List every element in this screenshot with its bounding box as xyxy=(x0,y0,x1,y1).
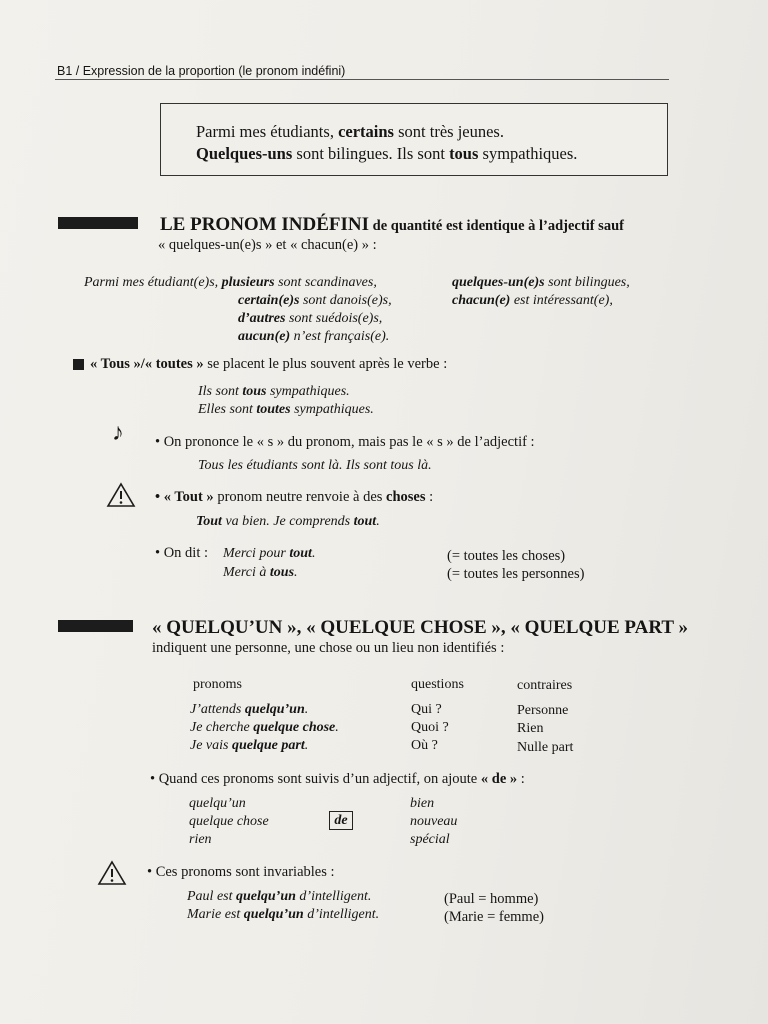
warning-icon xyxy=(97,860,127,886)
table-row-example xyxy=(190,738,308,754)
rule-keyword: « de » xyxy=(480,771,518,787)
header-title xyxy=(57,64,345,78)
section-1-marker xyxy=(58,217,138,229)
rule-keyword: • « Tout » xyxy=(155,489,214,505)
pronoun: tout xyxy=(353,514,377,529)
adjective-pronoun: quelqu’un xyxy=(189,796,246,811)
text: Ils sont xyxy=(198,384,243,399)
table-row-question: Quoi ? xyxy=(411,720,449,735)
table-row-example xyxy=(190,702,308,718)
invariable-gloss: (Marie = femme) xyxy=(444,909,544,925)
text: Parmi mes étudiants, xyxy=(196,122,339,141)
tous-rule xyxy=(90,356,447,373)
text: Elles sont xyxy=(198,402,257,417)
pronunciation-example: Tous les étudiants sont là. Ils sont tous là. xyxy=(198,458,432,473)
tout-rule xyxy=(155,489,433,506)
rule-square-icon xyxy=(73,359,84,370)
text: Je vais xyxy=(190,738,232,753)
rule-keyword: choses xyxy=(386,489,426,505)
invariable-example xyxy=(187,889,371,905)
example-line xyxy=(452,275,630,291)
text: : xyxy=(425,489,434,505)
text: sympathiques. xyxy=(478,144,578,163)
text: . xyxy=(304,702,309,717)
pronoun: quelque chose xyxy=(253,720,336,735)
pronoun: aucun(e) xyxy=(238,329,291,344)
pronoun: Tout xyxy=(196,514,222,529)
rule-keyword: « Tous »/« toutes » xyxy=(90,356,204,372)
text: sont très jeunes. xyxy=(393,122,504,141)
pronoun: chacun(e) xyxy=(452,293,511,308)
table-row-question: Qui ? xyxy=(411,702,442,717)
on-dit-example xyxy=(223,565,298,581)
example-line xyxy=(452,293,613,309)
on-dit-gloss: (= toutes les personnes) xyxy=(447,566,585,582)
text: sympathiques. xyxy=(266,384,350,399)
pronoun: tous xyxy=(449,144,479,163)
pronoun: quelques-un(e)s xyxy=(452,275,545,290)
pronoun: tous xyxy=(269,565,295,580)
example-box-line-1 xyxy=(196,122,504,142)
pronoun: toutes xyxy=(256,402,291,417)
adjective-word: spécial xyxy=(410,832,450,847)
text: n’est français(e). xyxy=(290,329,390,344)
pronoun: quelque part xyxy=(231,738,305,753)
adjective-pronoun: rien xyxy=(189,832,212,847)
example-box-line-2 xyxy=(196,144,577,164)
section-2-subtitle: indiquent une personne, une chose ou un lieu non identifiés : xyxy=(152,640,505,656)
example-box xyxy=(160,103,668,176)
text: se placent le plus souvent après le verbe : xyxy=(203,356,448,372)
text: : xyxy=(517,771,525,787)
example-intro xyxy=(84,275,377,291)
section-1-subtitle: « quelques-un(e)s » et « chacun(e) » : xyxy=(158,237,377,253)
adjective-word: nouveau xyxy=(410,814,458,829)
text: . xyxy=(311,546,316,561)
pronoun: quelqu’un xyxy=(243,907,304,922)
text: pronom neutre renvoie à des xyxy=(213,489,387,505)
text: . xyxy=(376,514,380,529)
text: J’attends xyxy=(190,702,245,717)
text: • Quand ces pronoms sont suivis d’un adjectif, on ajoute xyxy=(150,771,481,787)
de-box: de xyxy=(329,811,353,830)
text: . xyxy=(335,720,339,735)
text: sont bilingues. Ils sont xyxy=(292,144,450,163)
pronoun: quelqu’un xyxy=(236,889,296,904)
warning-icon xyxy=(106,482,136,508)
text: sont bilingues, xyxy=(544,275,630,290)
pronoun: certain(e)s xyxy=(238,293,300,308)
pronoun: quelqu’un xyxy=(244,702,305,717)
adjective-pronoun: quelque chose xyxy=(189,814,269,829)
table-row-contraire: Personne xyxy=(517,703,569,718)
pronoun: d’autres xyxy=(238,311,286,326)
invariable-gloss: (Paul = homme) xyxy=(444,891,539,907)
text: Merci pour xyxy=(223,546,290,561)
example-line xyxy=(238,293,392,309)
pronoun: certains xyxy=(338,122,394,141)
text: sont danois(e)s, xyxy=(299,293,392,308)
text: d’intelligent. xyxy=(303,907,380,922)
header-divider xyxy=(55,79,669,80)
pronunciation-rule: • On prononce le « s » du pronom, mais pas le « s » de l’adjectif : xyxy=(155,434,535,450)
title-rest: de quantité est identique à l’adjectif sauf xyxy=(369,218,624,234)
text: est intéressant(e), xyxy=(510,293,613,308)
section-2-title: « QUELQU’UN », « QUELQUE CHOSE », « QUELQUE PART » xyxy=(152,617,688,638)
pronoun: tous xyxy=(242,384,267,399)
invariable-rule: • Ces pronoms sont invariables : xyxy=(147,864,335,880)
on-dit-label: • On dit : xyxy=(155,545,209,561)
music-note-icon: ♪ xyxy=(112,420,124,446)
section-1-title xyxy=(160,214,624,236)
title-text: LE PRONOM INDÉFINI xyxy=(160,214,370,235)
tous-example xyxy=(198,384,350,400)
text: Merci à xyxy=(223,565,270,580)
pronoun: tout xyxy=(289,546,312,561)
section-2-marker xyxy=(58,620,133,632)
text: sont scandinaves, xyxy=(274,275,377,290)
table-header: contraires xyxy=(517,678,573,693)
on-dit-gloss: (= toutes les choses) xyxy=(447,548,566,564)
text: d’intelligent. xyxy=(295,889,372,904)
text: Marie est xyxy=(187,907,244,922)
text: . xyxy=(294,565,298,580)
table-row-contraire: Rien xyxy=(517,721,544,736)
on-dit-example xyxy=(223,546,315,562)
example-line xyxy=(238,329,389,345)
example-line xyxy=(238,311,382,327)
pronoun: Quelques-uns xyxy=(196,144,293,163)
adjective-word: bien xyxy=(410,796,435,811)
tout-example xyxy=(196,514,380,530)
text: Parmi mes étudiant(e)s, xyxy=(84,275,222,290)
table-row-contraire: Nulle part xyxy=(517,740,574,755)
table-header: pronoms xyxy=(193,677,242,692)
header-title-text: B1 / Expression de la proportion (le pronom indéfini) xyxy=(57,64,346,78)
invariable-example xyxy=(187,907,379,923)
tous-example xyxy=(198,402,374,418)
text: sympathiques. xyxy=(290,402,374,417)
pronoun: plusieurs xyxy=(221,275,275,290)
table-row-example xyxy=(190,720,339,736)
text: va bien. Je comprends xyxy=(221,514,354,529)
text: Je cherche xyxy=(190,720,254,735)
text: sont suédois(e)s, xyxy=(285,311,383,326)
adjective-rule xyxy=(150,771,525,788)
table-header: questions xyxy=(411,677,464,692)
table-row-question: Où ? xyxy=(411,738,438,753)
text: . xyxy=(304,738,309,753)
text: Paul est xyxy=(187,889,236,904)
